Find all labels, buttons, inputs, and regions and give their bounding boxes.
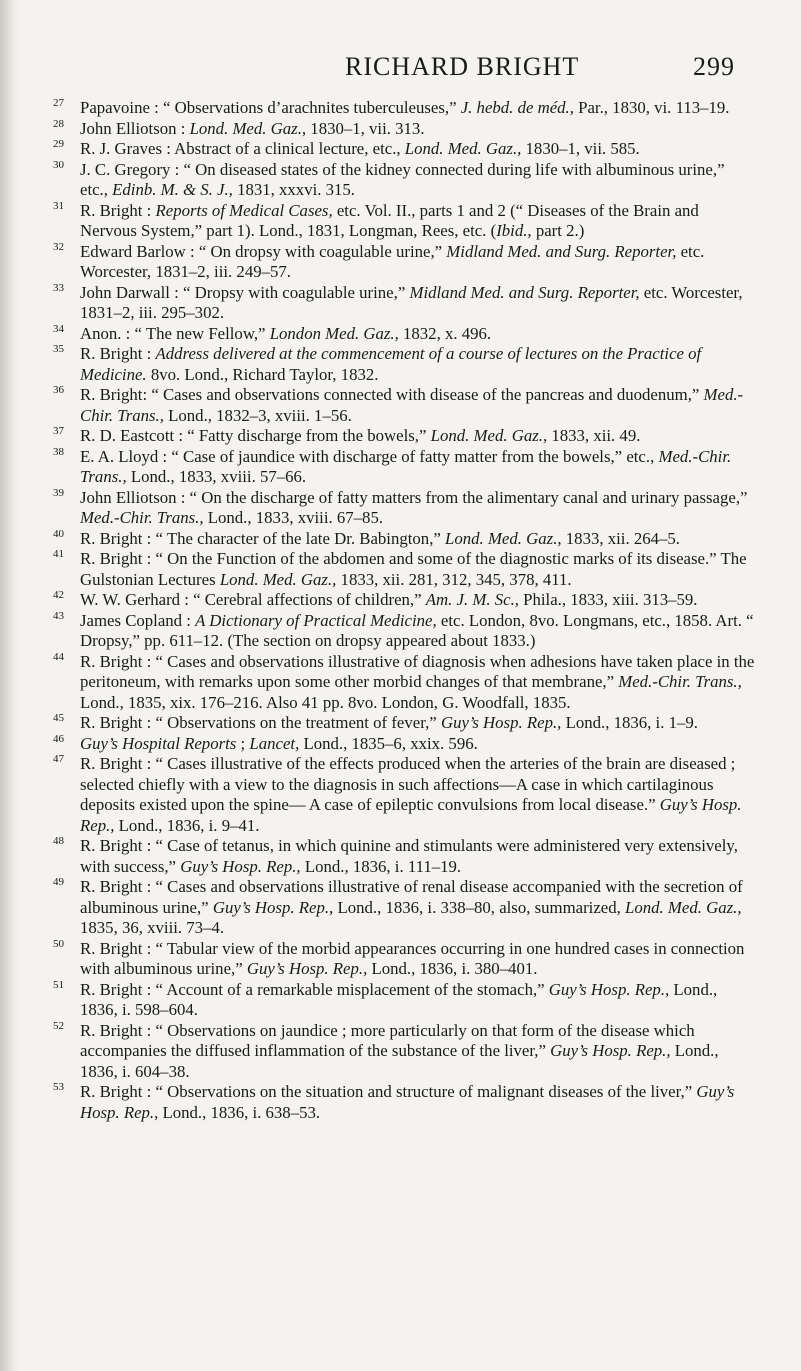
citation-text: 1830–1, vii. 585. [521,139,640,158]
footnote-number: 48 [53,835,64,847]
citation-text: Lond., 1836, i. 604–38. [80,1041,719,1081]
footnote-entry [46,754,756,836]
citation-text: Lond., 1835, xix. 176–216. Also 41 pp. 8vo. London, G. Woodfall, 1835. [80,692,571,712]
footnote-number: 49 [53,876,64,888]
journal-title: Midland Med. and Surg. Reporter, [446,241,677,261]
footnote-number: 45 [53,712,64,724]
running-title: RICHARD BRIGHT [345,52,580,81]
footnote-entry [46,344,756,385]
footnote-number: 39 [53,486,64,499]
citation-text: 1831, xxxvi. 315. [232,180,356,199]
citation-text: 1833, xii. 49. [547,426,641,445]
footnote-entry [46,426,756,447]
journal-title: J. hebd. de méd., [460,98,574,117]
citation-text: Lond., 1836, i. 598–604. [80,979,718,1019]
journal-title: Guy’s Hosp. Rep., [550,1041,671,1060]
citation-text: Lond., 1833, xviii. 57–66. [126,467,307,486]
citation-text: W. W. Gerhard : “ Cerebral affections of children,” [80,590,426,609]
citation-text: John Elliotson : “ On the discharge of fatty matters from the alimentary canal and urinary passage,” [80,487,748,507]
footnote-entry [46,549,756,590]
journal-title: Lond. Med. Gaz., [430,426,548,445]
footnote-entry [46,119,756,140]
footnote-number: 40 [53,527,64,540]
journal-title: Med.-Chir. Trans., [618,672,742,691]
citation-text: etc. London, 8vo. Longmans, etc., 1858. Art. “ Dropsy,” pp. 611–12. (The section on dropsy appeared about 1833.) [80,610,754,650]
footnote-entry [46,734,756,755]
footnote-entry [46,590,756,611]
footnote-entry [46,201,756,242]
footnote-number: 53 [53,1081,64,1093]
footnote-number: 42 [53,589,64,601]
page-binding-edge [0,0,20,1371]
citation-text: Lond., 1836, i. 9–41. [114,815,260,835]
footnote-number: 46 [53,732,64,745]
citation-text: etc. Worcester, 1831–2, iii. 295–302. [80,282,743,322]
footnote-entry [46,139,756,160]
journal-title: Lond. Med. Gaz., [189,118,307,138]
citation-text: R. Bright : [80,200,156,220]
journal-title: Guy’s Hosp. Rep., [80,1082,735,1122]
citation-text: Lond., 1836, i. 338–80, also, summarized, [333,897,626,917]
footnote-entry [46,980,756,1021]
footnote-number: 34 [53,322,64,335]
citation-text: Lond., 1836, i. 111–19. [300,856,462,876]
journal-title: Ibid., [496,221,532,240]
journal-title: Midland Med. and Surg. Reporter, [409,282,640,302]
journal-title: Lancet, [249,733,300,753]
footnote-list [46,98,756,1123]
citation-text: 1833, xii. 281, 312, 345, 378, 411. [336,569,572,589]
footnote-number: 37 [53,425,64,437]
citation-text: James Copland : [80,610,196,630]
footnote-number: 27 [53,97,64,109]
footnote-entry [46,836,756,877]
journal-title: Med.-Chir. Trans., [80,385,744,425]
journal-title: Guy’s Hosp. Rep., [212,897,334,917]
journal-title: Edinb. M. & S. J., [112,180,233,199]
footnote-number: 31 [53,199,64,212]
citation-text: etc. Vol. II., parts 1 and 2 (“ Diseases of the Brain and Nervous System,” part 1). Lond., 1831, Longman, Rees, etc. ( [80,200,699,240]
citation-text: R. Bright : “ Cases and observations illustrative of diagnosis when adhesions have taken place in the peritoneum, with remarks upon some other morbid changes of that membrane,” [80,651,755,691]
footnote-number: 52 [53,1019,64,1032]
citation-text: Lond., 1832–3, xviii. 1–56. [163,405,352,425]
citation-text: R. Bright : “ Observations on the treatment of fever,” [80,713,441,732]
footnote-entry [46,529,756,550]
citation-text: R. Bright : “ Case of tetanus, in which quinine and stimulants were administered very extensively, with success,” [80,836,738,876]
citation-text: 1835, 36, xviii. 73–4. [80,918,225,937]
footnote-number: 30 [53,158,64,171]
journal-title: Guy’s Hosp. Rep., [80,795,742,835]
citation-text: R. Bright : “ Account of a remarkable misplacement of the stomach,” [80,979,549,999]
footnote-number: 33 [53,281,64,294]
citation-text: John Elliotson : [80,118,190,138]
journal-title: Reports of Medical Cases, [155,200,333,220]
page-number: 299 [693,52,735,81]
citation-text: Phila., 1833, xiii. 313–59. [518,590,698,609]
journal-title: Guy’s Hosp. Rep., [246,959,368,978]
citation-text: J. C. Gregory : “ On diseased states of the kidney connected during life with albuminous urine,” etc., [80,159,725,199]
journal-title: Guy’s Hosp. Rep., [548,979,670,999]
footnote-number: 38 [53,445,64,458]
citation-text: Lond., 1836, i. 1–9. [561,713,698,732]
citation-text: R. Bright : “ Observations on jaundice ; more particularly on that form of the disease which accompanies the diffused inflammation of the substance of the liver,” [80,1020,695,1060]
footnote-number: 51 [53,978,64,991]
citation-text: 1832, x. 496. [398,323,492,343]
citation-text: R. Bright : “ Observations on the situation and structure of malignant diseases of the liver,” [80,1082,697,1101]
footnote-entry [46,283,756,324]
citation-text: R. Bright : “ On the Function of the abdomen and some of the diagnostic marks of its disease.” The Gulstonian Lectures [80,549,747,589]
citation-text: R. Bright : [80,344,156,363]
journal-title: Am. J. M. Sc., [425,590,519,609]
citation-text: Anon. : “ The new Fellow,” [80,323,270,343]
citation-text: Lond., 1836, i. 380–401. [367,959,538,978]
journal-title: Lond. Med. Gaz., [625,897,742,917]
footnote-entry [46,324,756,345]
footnote-number: 41 [53,548,64,560]
citation-text: Lond., 1835–6, xxix. 596. [299,733,478,753]
journal-title: Lond. Med. Gaz., [404,139,522,158]
journal-title: Lond. Med. Gaz., [445,528,562,548]
footnote-number: 36 [53,384,64,396]
footnote-entry [46,447,756,488]
journal-title: Address delivered at the commencement of a course of lectures on the Practice of Medicine. [80,344,702,384]
footnote-number: 35 [53,343,64,355]
footnote-entry [46,160,756,201]
citation-text: etc. Worcester, 1831–2, iii. 249–57. [80,241,705,281]
citation-text: Lond., 1833, xviii. 67–85. [203,508,384,527]
citation-text: John Darwall : “ Dropsy with coagulable urine,” [80,282,410,302]
footnote-entry [46,939,756,980]
citation-text: Par., 1830, vi. 113–19. [573,98,730,117]
citation-text: Edward Barlow : “ On dropsy with coagulable urine,” [80,241,447,261]
citation-text: R. Bright: “ Cases and observations connected with disease of the pancreas and duodenum,” [80,385,704,404]
citation-text: Papavoine : “ Observations d’arachnites tuberculeuses,” [80,98,461,117]
journal-title: Guy’s Hosp. Rep., [440,713,562,732]
footnote-entry [46,488,756,529]
journal-title: Med.-Chir. Trans., [80,446,732,486]
footnote-entry [46,877,756,939]
citation-text: R. J. Graves : Abstract of a clinical lecture, etc., [80,139,405,158]
citation-text: 1833, xii. 264–5. [561,528,680,548]
footnote-entry [46,98,756,119]
citation-text: R. Bright : “ Cases illustrative of the effects produced when the arteries of the brain are diseased ; selected chiefly with a view to the diagnosis in such affections—A case in which cartilaginous deposits existed upon the spine— A case of epileptic convulsions from local disease.” [80,754,736,814]
journal-title: Lond. Med. Gaz., [219,569,337,589]
footnote-entry [46,1021,756,1083]
footnote-entry [46,713,756,734]
footnote-number: 50 [53,937,64,950]
journal-title: London Med. Gaz., [269,323,399,343]
journal-title: A Dictionary of Practical Medicine, [195,610,437,630]
citation-text: R. Bright : “ The character of the late Dr. Babington,” [80,528,446,548]
footnote-number: 29 [53,138,64,150]
footnote-number: 32 [53,240,64,253]
footnote-number: 47 [53,753,64,765]
journal-title: Med.-Chir. Trans., [80,508,204,527]
footnote-entry [46,385,756,426]
citation-text: part 2.) [531,221,585,240]
citation-text: ; [236,733,250,753]
citation-text: R. Bright : “ Tabular view of the morbid appearances occurring in one hundred cases in connection with albuminous urine,” [80,938,745,978]
citation-text: R. Bright : “ Cases and observations illustrative of renal disease accompanied with the secretion of albuminous urine,” [80,877,743,917]
footnote-number: 43 [53,609,64,622]
footnote-entry [46,1082,756,1123]
footnote-entry [46,242,756,283]
citation-text: Lond., 1836, i. 638–53. [158,1102,321,1122]
footnote-entry [46,611,756,652]
footnote-entry [46,652,756,714]
citation-text: 1830–1, vii. 313. [306,118,425,138]
citation-text: 8vo. Lond., Richard Taylor, 1832. [146,364,379,384]
citation-text: E. A. Lloyd : “ Case of jaundice with discharge of fatty matter from the bowels,” etc., [80,446,659,466]
footnote-number: 44 [53,650,64,663]
journal-title: Guy’s Hosp. Rep., [180,856,301,876]
footnote-number: 28 [53,117,64,130]
journal-title: Guy’s Hospital Reports [80,733,237,753]
citation-text: R. D. Eastcott : “ Fatty discharge from the bowels,” [80,426,431,445]
